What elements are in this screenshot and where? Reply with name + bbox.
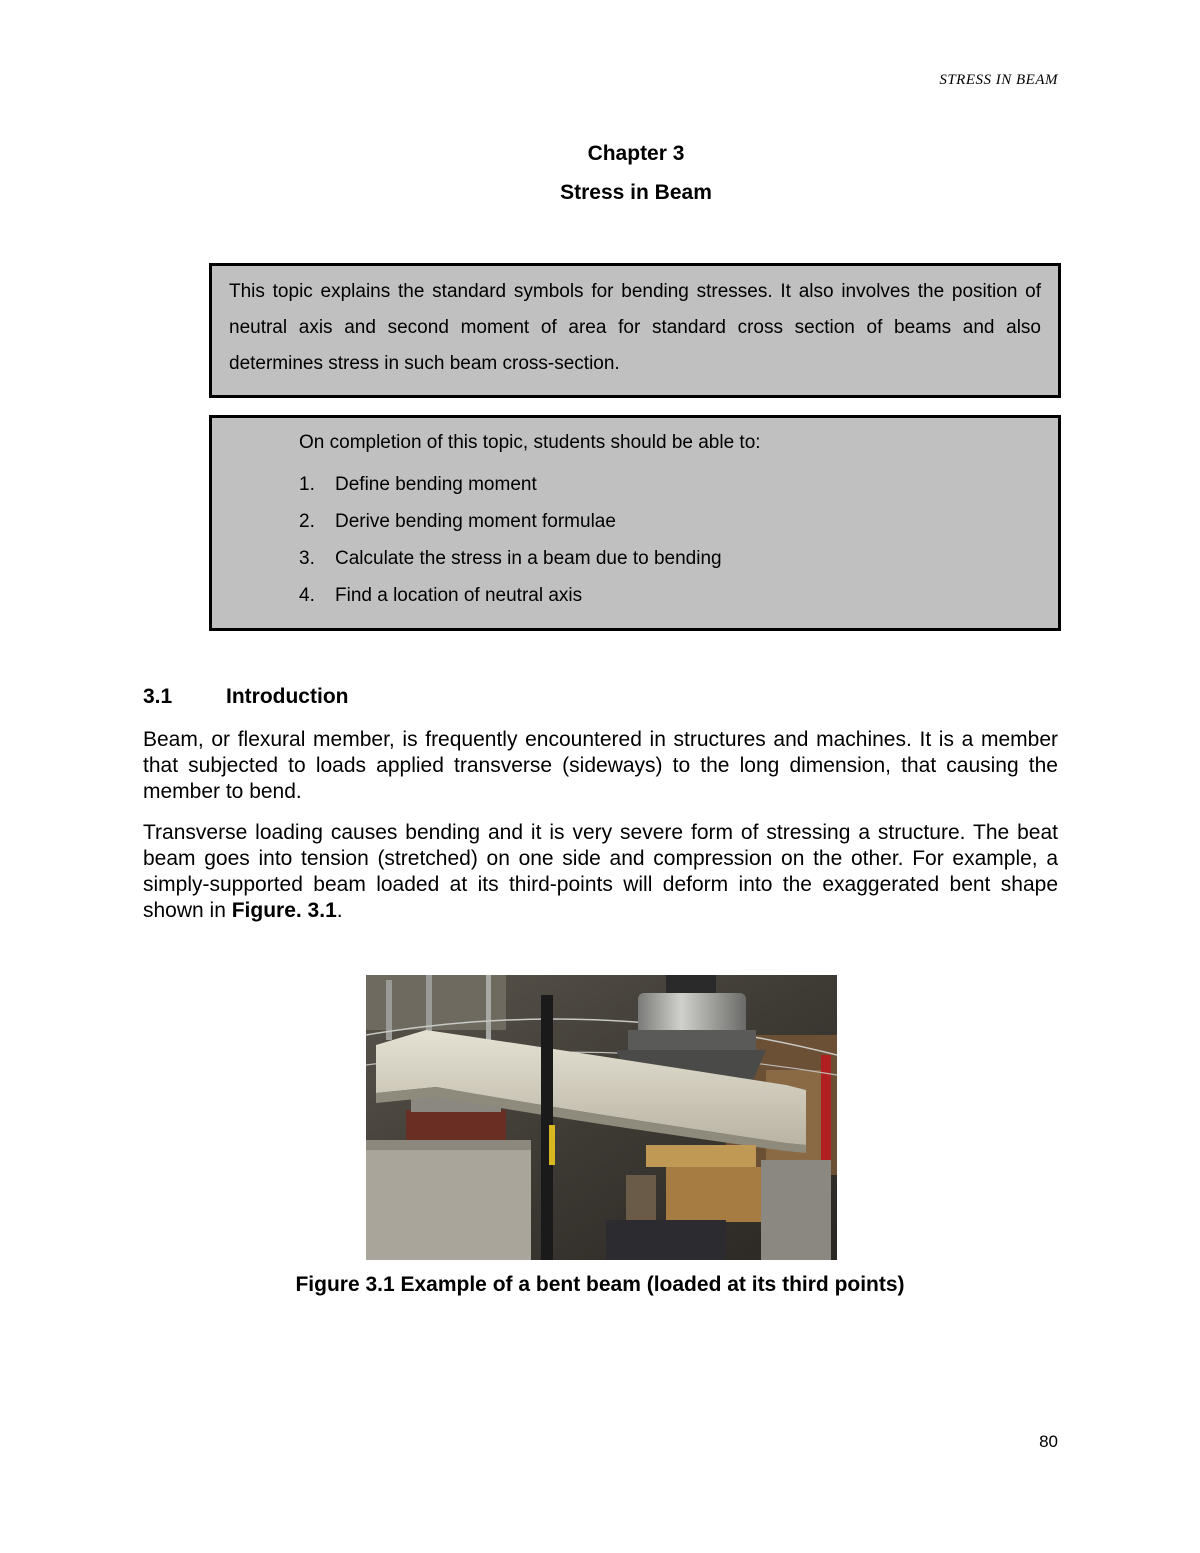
objective-text: Define bending moment [335, 474, 537, 495]
summary-box [209, 263, 1061, 398]
objective-number: 1. [299, 474, 315, 495]
objectives-box [209, 415, 1061, 631]
figure-reference: Figure. 3.1 [231, 899, 337, 922]
objective-number: 3. [299, 548, 315, 569]
objectives-intro: On completion of this topic, students should be able to: [299, 432, 761, 453]
bent-beam-photo [366, 975, 837, 1260]
objective-number: 2. [299, 511, 315, 532]
paragraph-bending-text: Transverse loading causes bending and it is very severe form of stressing a structure. The beat beam goes into tension (stretched) on one side and compression on the other. For example, a simply-supported beam loaded at its third-points will deform into the exaggerated bent shape shown in [143, 821, 1058, 922]
paragraph-bending [143, 820, 1058, 924]
objective-item [299, 577, 1041, 614]
objective-item [299, 503, 1041, 540]
running-head: STRESS IN BEAM [939, 72, 1058, 88]
objective-item [299, 466, 1041, 503]
bent-beam-photo-illustration [366, 975, 837, 1260]
section-number: 3.1 [143, 685, 173, 708]
section-title: Introduction [226, 685, 349, 708]
summary-text: This topic explains the standard symbols for bending stresses. It also involves the position of neutral axis and second moment of area for standard cross section of beams and also determines stress in such beam cross-section. [229, 281, 1041, 374]
page-number: 80 [1039, 1432, 1058, 1451]
objective-text: Find a location of neutral axis [335, 585, 583, 606]
paragraph-intro: Beam, or flexural member, is frequently encountered in structures and machines. It is a member that subjected to loads applied transverse (sideways) to the long dimension, that causing the member to bend. [143, 728, 1058, 803]
objective-text: Calculate the stress in a beam due to bending [335, 548, 722, 569]
objective-number: 4. [299, 585, 315, 606]
objective-text: Derive bending moment formulae [335, 511, 616, 532]
chapter-number: Chapter 3 [587, 142, 685, 165]
objective-item [299, 540, 1041, 577]
figure-caption: Figure 3.1 Example of a bent beam (loaded at its third points) [295, 1273, 905, 1296]
objectives-list [299, 466, 1041, 614]
section-heading [143, 685, 348, 709]
paragraph-bending-end: . [336, 899, 343, 922]
chapter-title: Stress in Beam [560, 181, 712, 204]
